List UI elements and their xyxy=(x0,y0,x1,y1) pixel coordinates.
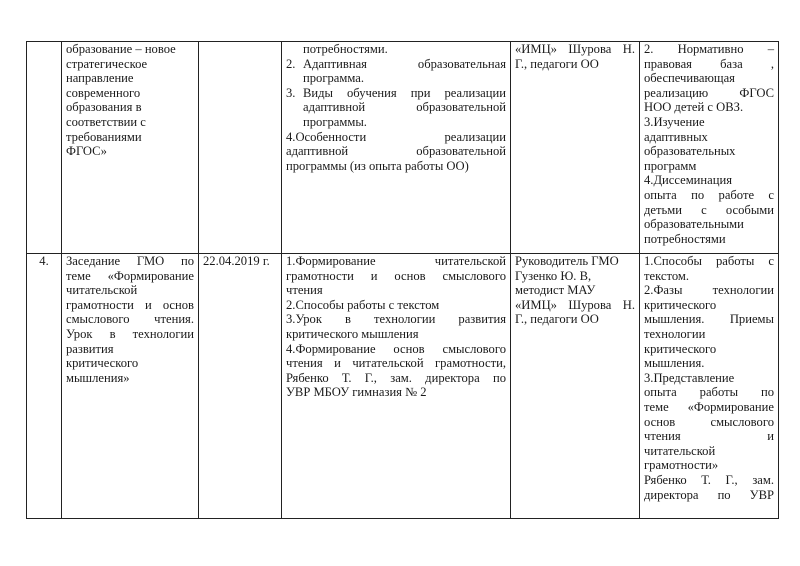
plan-table xyxy=(26,41,779,519)
row-number: 4. xyxy=(27,254,62,519)
date-cell xyxy=(199,42,282,254)
row-number xyxy=(27,42,62,254)
table-row xyxy=(27,42,779,254)
date-cell: 22.04.2019 г. xyxy=(199,254,282,519)
results-cell: 2. Нормативно – правовая база , обеспечивающая реализацию ФГОС НОО детей с ОВЗ. 3.Изучение адаптивных образовательных программ 4.Диссеминация опыта по работе с детьми с особыми образовательными потребностями xyxy=(640,42,779,254)
results-cell: 1.Способы работы с текстом. 2.Фазы технологии критического мышления. Приемы технологии критического мышления. 3.Представление опыта работы по теме «Формирование основ смыслового чтения и читательской грамотности» Рябенко Т. Г., зам. директора по УВР xyxy=(640,254,779,519)
responsible-cell: «ИМЦ» Шурова Н. Г., педагоги ОО xyxy=(511,42,640,254)
event-cell: образование – новое стратегическое направление современного образования в соответствии с требованиями ФГОС» xyxy=(62,42,199,254)
table-row xyxy=(27,254,779,519)
agenda-cell: 1.Формирование читательской грамотности и основ смыслового чтения 2.Способы работы с текстом 3.Урок в технологии развития критического мышления 4.Формирование основ смыслового чтения и читательской грамотности, Рябенко Т. Г., зам. директора по УВР МБОУ гимназия № 2 xyxy=(282,254,511,519)
event-cell: Заседание ГМО по теме «Формирование читательской грамотности и основ смыслового чтения. Урок в технологии развития критического мышления» xyxy=(62,254,199,519)
agenda-cell: потребностями. 2. Адаптивная образовательная программа. 3. Виды обучения при реализации адаптивной образовательной программы. 4.Особенности реализации адаптивной образовательной программы (из опыта работы ОО) xyxy=(282,42,511,254)
responsible-cell: Руководитель ГМО Гузенко Ю. В, методист МАУ «ИМЦ» Шурова Н. Г., педагоги ОО xyxy=(511,254,640,519)
